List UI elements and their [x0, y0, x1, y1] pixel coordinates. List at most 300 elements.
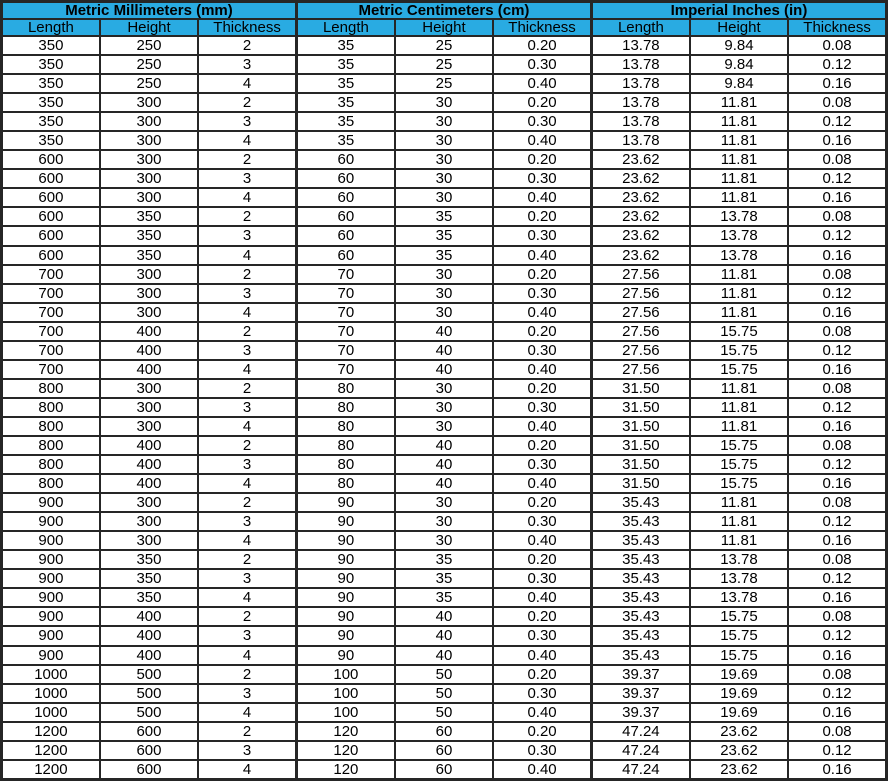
table-cell: 90 [296, 607, 394, 626]
col-header-cm-length: Length [296, 19, 394, 36]
table-cell: 90 [296, 626, 394, 645]
table-row [2, 188, 887, 207]
table-cell: 2 [198, 550, 296, 569]
table-cell: 0.40 [493, 417, 591, 436]
table-cell: 11.81 [690, 284, 788, 303]
table-cell: 4 [198, 360, 296, 379]
table-cell: 3 [198, 626, 296, 645]
table-cell: 0.08 [788, 550, 886, 569]
table-cell: 800 [2, 379, 100, 398]
table-cell: 350 [2, 74, 100, 93]
table-cell: 0.08 [788, 93, 886, 112]
table-cell: 30 [395, 112, 493, 131]
table-cell: 15.75 [690, 341, 788, 360]
table-cell: 0.16 [788, 74, 886, 93]
table-cell: 600 [2, 150, 100, 169]
table-cell: 11.81 [690, 531, 788, 550]
table-cell: 11.81 [690, 131, 788, 150]
table-cell: 30 [395, 284, 493, 303]
table-cell: 60 [395, 741, 493, 760]
table-cell: 300 [100, 512, 198, 531]
table-cell: 600 [2, 226, 100, 245]
table-cell: 0.20 [493, 665, 591, 684]
table-row [2, 303, 887, 322]
table-cell: 0.40 [493, 703, 591, 722]
table-cell: 4 [198, 531, 296, 550]
table-cell: 25 [395, 36, 493, 55]
table-cell: 2 [198, 322, 296, 341]
table-cell: 11.81 [690, 417, 788, 436]
table-cell: 47.24 [591, 760, 689, 780]
table-cell: 2 [198, 379, 296, 398]
table-cell: 3 [198, 169, 296, 188]
table-cell: 19.69 [690, 703, 788, 722]
table-cell: 0.12 [788, 455, 886, 474]
table-cell: 250 [100, 36, 198, 55]
table-cell: 300 [100, 112, 198, 131]
table-row [2, 131, 887, 150]
table-cell: 90 [296, 646, 394, 665]
table-cell: 0.12 [788, 169, 886, 188]
table-row [2, 474, 887, 493]
table-cell: 0.08 [788, 207, 886, 226]
table-cell: 27.56 [591, 265, 689, 284]
table-cell: 70 [296, 265, 394, 284]
table-row [2, 760, 887, 780]
table-cell: 80 [296, 474, 394, 493]
table-cell: 0.16 [788, 531, 886, 550]
table-cell: 70 [296, 322, 394, 341]
table-row [2, 74, 887, 93]
table-cell: 35 [296, 112, 394, 131]
table-cell: 15.75 [690, 474, 788, 493]
table-cell: 3 [198, 284, 296, 303]
table-cell: 70 [296, 284, 394, 303]
table-cell: 900 [2, 569, 100, 588]
table-cell: 4 [198, 760, 296, 780]
table-cell: 0.20 [493, 207, 591, 226]
table-cell: 11.81 [690, 265, 788, 284]
table-cell: 30 [395, 417, 493, 436]
table-cell: 350 [2, 55, 100, 74]
table-cell: 13.78 [591, 93, 689, 112]
table-cell: 800 [2, 455, 100, 474]
table-row [2, 265, 887, 284]
table-cell: 300 [100, 284, 198, 303]
table-cell: 400 [100, 455, 198, 474]
table-row [2, 284, 887, 303]
table-cell: 1000 [2, 703, 100, 722]
table-cell: 1000 [2, 665, 100, 684]
table-cell: 0.40 [493, 188, 591, 207]
table-cell: 39.37 [591, 684, 689, 703]
table-cell: 300 [100, 188, 198, 207]
table-cell: 0.30 [493, 569, 591, 588]
table-cell: 40 [395, 626, 493, 645]
table-cell: 70 [296, 360, 394, 379]
table-cell: 35 [395, 550, 493, 569]
table-cell: 2 [198, 150, 296, 169]
table-cell: 4 [198, 703, 296, 722]
table-cell: 0.16 [788, 417, 886, 436]
table-cell: 13.78 [591, 112, 689, 131]
table-cell: 4 [198, 417, 296, 436]
table-cell: 300 [100, 417, 198, 436]
col-header-in-length: Length [591, 19, 689, 36]
table-cell: 400 [100, 341, 198, 360]
table-cell: 39.37 [591, 665, 689, 684]
table-cell: 27.56 [591, 341, 689, 360]
table-cell: 13.78 [591, 131, 689, 150]
table-cell: 3 [198, 112, 296, 131]
table-cell: 40 [395, 436, 493, 455]
table-cell: 0.16 [788, 646, 886, 665]
table-cell: 2 [198, 93, 296, 112]
table-cell: 11.81 [690, 93, 788, 112]
table-cell: 60 [395, 722, 493, 741]
table-cell: 0.20 [493, 265, 591, 284]
table-cell: 2 [198, 436, 296, 455]
table-cell: 0.20 [493, 322, 591, 341]
table-cell: 0.08 [788, 665, 886, 684]
table-cell: 19.69 [690, 665, 788, 684]
table-cell: 0.12 [788, 341, 886, 360]
table-cell: 0.12 [788, 569, 886, 588]
table-cell: 300 [100, 169, 198, 188]
table-cell: 700 [2, 265, 100, 284]
table-cell: 0.16 [788, 188, 886, 207]
table-cell: 700 [2, 303, 100, 322]
table-row [2, 665, 887, 684]
table-row [2, 512, 887, 531]
table-cell: 0.16 [788, 588, 886, 607]
table-cell: 35 [296, 55, 394, 74]
table-cell: 90 [296, 550, 394, 569]
table-cell: 3 [198, 398, 296, 417]
table-cell: 2 [198, 607, 296, 626]
table-cell: 800 [2, 436, 100, 455]
table-cell: 90 [296, 512, 394, 531]
table-cell: 15.75 [690, 322, 788, 341]
table-row [2, 417, 887, 436]
table-cell: 11.81 [690, 188, 788, 207]
table-cell: 700 [2, 341, 100, 360]
table-cell: 23.62 [690, 760, 788, 780]
table-cell: 90 [296, 569, 394, 588]
table-cell: 400 [100, 322, 198, 341]
table-row [2, 150, 887, 169]
table-cell: 35.43 [591, 607, 689, 626]
table-cell: 300 [100, 265, 198, 284]
table-cell: 13.78 [591, 55, 689, 74]
table-cell: 30 [395, 493, 493, 512]
table-cell: 15.75 [690, 607, 788, 626]
table-cell: 3 [198, 341, 296, 360]
table-cell: 13.78 [690, 569, 788, 588]
table-row [2, 226, 887, 245]
table-cell: 4 [198, 74, 296, 93]
table-cell: 300 [100, 150, 198, 169]
table-cell: 4 [198, 303, 296, 322]
table-cell: 400 [100, 607, 198, 626]
table-cell: 23.62 [591, 169, 689, 188]
table-cell: 0.08 [788, 436, 886, 455]
table-cell: 350 [100, 207, 198, 226]
group-header-row [2, 2, 887, 20]
table-cell: 0.16 [788, 760, 886, 780]
table-cell: 600 [2, 246, 100, 265]
table-cell: 11.81 [690, 512, 788, 531]
table-cell: 2 [198, 493, 296, 512]
table-cell: 0.12 [788, 55, 886, 74]
table-cell: 40 [395, 322, 493, 341]
table-cell: 27.56 [591, 303, 689, 322]
table-row [2, 531, 887, 550]
table-cell: 50 [395, 684, 493, 703]
table-cell: 4 [198, 474, 296, 493]
table-cell: 0.30 [493, 112, 591, 131]
table-row [2, 436, 887, 455]
table-cell: 800 [2, 398, 100, 417]
table-cell: 0.16 [788, 246, 886, 265]
table-cell: 0.30 [493, 626, 591, 645]
table-cell: 30 [395, 398, 493, 417]
table-cell: 0.16 [788, 303, 886, 322]
table-cell: 350 [100, 226, 198, 245]
table-cell: 0.30 [493, 226, 591, 245]
table-cell: 0.30 [493, 169, 591, 188]
table-cell: 0.30 [493, 398, 591, 417]
table-cell: 0.20 [493, 436, 591, 455]
table-cell: 0.20 [493, 493, 591, 512]
table-cell: 35.43 [591, 588, 689, 607]
table-cell: 80 [296, 417, 394, 436]
table-cell: 350 [100, 246, 198, 265]
table-cell: 0.12 [788, 226, 886, 245]
table-cell: 0.20 [493, 36, 591, 55]
table-cell: 35 [395, 246, 493, 265]
col-header-mm-thickness: Thickness [198, 19, 296, 36]
table-cell: 70 [296, 303, 394, 322]
table-cell: 700 [2, 360, 100, 379]
table-cell: 60 [296, 150, 394, 169]
table-cell: 300 [100, 493, 198, 512]
table-cell: 0.20 [493, 93, 591, 112]
table-cell: 2 [198, 36, 296, 55]
table-cell: 35 [296, 93, 394, 112]
table-cell: 13.78 [591, 36, 689, 55]
table-cell: 2 [198, 207, 296, 226]
table-cell: 0.12 [788, 398, 886, 417]
table-cell: 80 [296, 379, 394, 398]
table-cell: 15.75 [690, 646, 788, 665]
table-row [2, 741, 887, 760]
table-cell: 0.12 [788, 512, 886, 531]
table-cell: 30 [395, 169, 493, 188]
table-cell: 13.78 [690, 588, 788, 607]
table-cell: 13.78 [690, 550, 788, 569]
table-cell: 350 [2, 112, 100, 131]
table-cell: 35.43 [591, 569, 689, 588]
table-cell: 900 [2, 607, 100, 626]
table-cell: 35 [296, 131, 394, 150]
table-cell: 50 [395, 665, 493, 684]
table-row [2, 646, 887, 665]
table-cell: 4 [198, 246, 296, 265]
table-cell: 0.08 [788, 150, 886, 169]
table-cell: 31.50 [591, 436, 689, 455]
table-row [2, 607, 887, 626]
table-cell: 40 [395, 607, 493, 626]
table-cell: 4 [198, 646, 296, 665]
table-cell: 23.62 [591, 150, 689, 169]
table-cell: 800 [2, 417, 100, 436]
table-row [2, 207, 887, 226]
table-cell: 15.75 [690, 360, 788, 379]
table-cell: 30 [395, 303, 493, 322]
table-cell: 0.08 [788, 493, 886, 512]
table-cell: 11.81 [690, 398, 788, 417]
table-cell: 11.81 [690, 169, 788, 188]
table-cell: 35.43 [591, 493, 689, 512]
table-cell: 40 [395, 474, 493, 493]
table-cell: 0.40 [493, 474, 591, 493]
table-cell: 700 [2, 284, 100, 303]
table-row [2, 322, 887, 341]
col-header-in-height: Height [690, 19, 788, 36]
table-cell: 0.20 [493, 150, 591, 169]
table-cell: 0.20 [493, 379, 591, 398]
table-cell: 0.30 [493, 284, 591, 303]
table-cell: 300 [100, 379, 198, 398]
table-cell: 27.56 [591, 360, 689, 379]
table-cell: 35 [395, 588, 493, 607]
table-cell: 30 [395, 512, 493, 531]
table-header [2, 2, 887, 37]
table-cell: 900 [2, 646, 100, 665]
table-cell: 0.16 [788, 474, 886, 493]
table-cell: 500 [100, 665, 198, 684]
table-cell: 500 [100, 684, 198, 703]
table-cell: 400 [100, 360, 198, 379]
table-cell: 23.62 [690, 722, 788, 741]
table-cell: 25 [395, 55, 493, 74]
table-row [2, 169, 887, 188]
table-cell: 0.20 [493, 722, 591, 741]
col-header-in-thickness: Thickness [788, 19, 886, 36]
table-cell: 0.16 [788, 131, 886, 150]
table-cell: 11.81 [690, 493, 788, 512]
table-cell: 1000 [2, 684, 100, 703]
table-cell: 2 [198, 722, 296, 741]
table-cell: 15.75 [690, 436, 788, 455]
table-cell: 700 [2, 322, 100, 341]
table-row [2, 398, 887, 417]
table-cell: 0.12 [788, 112, 886, 131]
table-cell: 600 [100, 741, 198, 760]
table-cell: 11.81 [690, 150, 788, 169]
table-cell: 27.56 [591, 284, 689, 303]
table-row [2, 703, 887, 722]
table-cell: 0.20 [493, 607, 591, 626]
table-cell: 120 [296, 741, 394, 760]
column-header-row [2, 19, 887, 36]
table-cell: 23.62 [591, 207, 689, 226]
table-row [2, 550, 887, 569]
table-cell: 39.37 [591, 703, 689, 722]
table-cell: 0.30 [493, 341, 591, 360]
table-cell: 900 [2, 531, 100, 550]
table-cell: 0.40 [493, 646, 591, 665]
table-row [2, 722, 887, 741]
table-row [2, 36, 887, 55]
table-cell: 3 [198, 512, 296, 531]
table-cell: 300 [100, 531, 198, 550]
table-cell: 0.40 [493, 360, 591, 379]
table-cell: 47.24 [591, 722, 689, 741]
table-cell: 250 [100, 74, 198, 93]
table-cell: 0.30 [493, 741, 591, 760]
table-row [2, 588, 887, 607]
table-cell: 35.43 [591, 531, 689, 550]
table-cell: 400 [100, 626, 198, 645]
table-row [2, 93, 887, 112]
table-cell: 0.30 [493, 684, 591, 703]
table-cell: 70 [296, 341, 394, 360]
table-cell: 2 [198, 265, 296, 284]
table-cell: 90 [296, 531, 394, 550]
table-cell: 3 [198, 741, 296, 760]
table-cell: 11.81 [690, 379, 788, 398]
table-cell: 25 [395, 74, 493, 93]
table-cell: 300 [100, 93, 198, 112]
table-cell: 30 [395, 265, 493, 284]
table-cell: 80 [296, 436, 394, 455]
table-cell: 0.40 [493, 131, 591, 150]
table-cell: 900 [2, 512, 100, 531]
table-cell: 35 [395, 569, 493, 588]
table-cell: 90 [296, 493, 394, 512]
table-cell: 0.40 [493, 531, 591, 550]
table-cell: 2 [198, 665, 296, 684]
table-cell: 300 [100, 398, 198, 417]
table-cell: 600 [2, 188, 100, 207]
table-cell: 3 [198, 226, 296, 245]
table-cell: 50 [395, 703, 493, 722]
table-cell: 100 [296, 684, 394, 703]
table-cell: 0.12 [788, 284, 886, 303]
table-cell: 3 [198, 684, 296, 703]
table-cell: 600 [100, 722, 198, 741]
table-row [2, 493, 887, 512]
table-cell: 31.50 [591, 417, 689, 436]
table-cell: 13.78 [591, 74, 689, 93]
table-body [2, 36, 887, 780]
table-row [2, 341, 887, 360]
table-cell: 400 [100, 436, 198, 455]
table-cell: 0.20 [493, 550, 591, 569]
col-header-cm-height: Height [395, 19, 493, 36]
table-cell: 600 [2, 207, 100, 226]
table-cell: 3 [198, 569, 296, 588]
table-cell: 40 [395, 455, 493, 474]
table-cell: 350 [2, 131, 100, 150]
table-cell: 0.40 [493, 760, 591, 780]
col-header-mm-height: Height [100, 19, 198, 36]
table-cell: 900 [2, 588, 100, 607]
table-row [2, 569, 887, 588]
table-cell: 4 [198, 131, 296, 150]
